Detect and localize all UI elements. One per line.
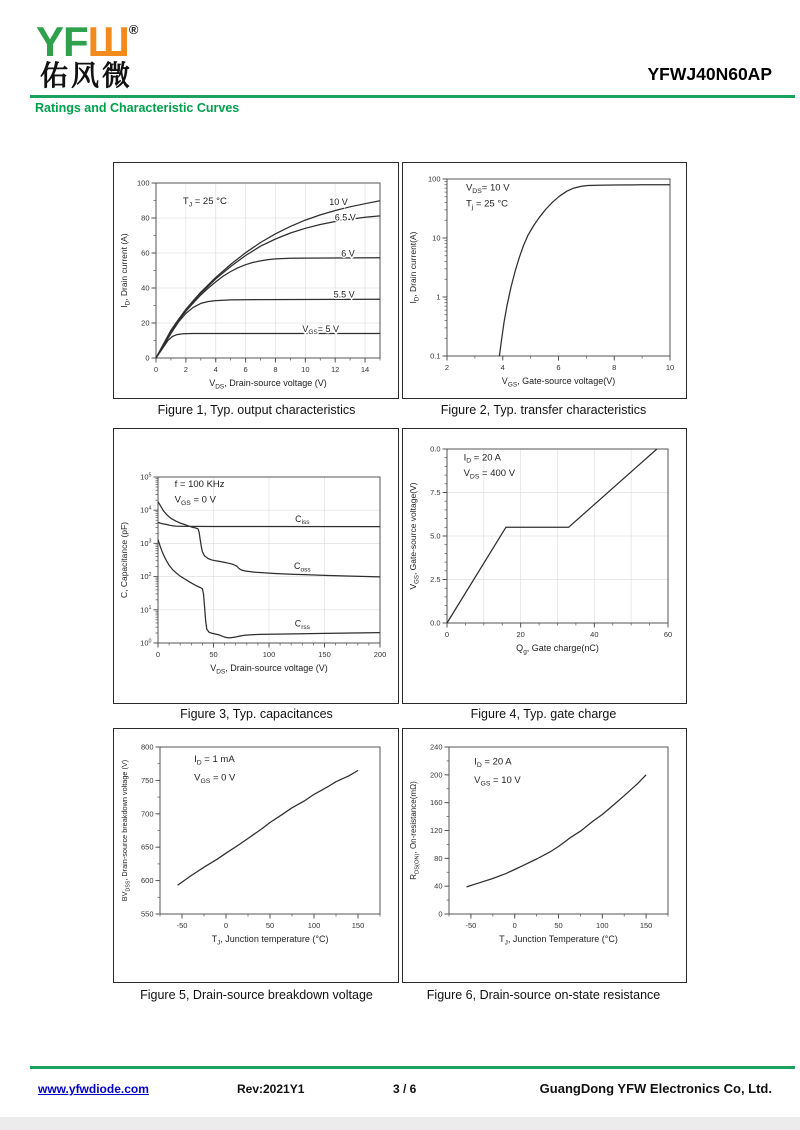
svg-text:0.0: 0.0 [430,444,441,454]
svg-text:800: 800 [140,742,154,752]
svg-text:8: 8 [612,363,617,372]
figure-5-chart [114,729,398,982]
svg-text:600: 600 [140,876,154,886]
svg-text:150: 150 [351,921,365,930]
svg-text:0: 0 [512,921,517,930]
svg-text:40: 40 [141,283,150,293]
svg-text:20: 20 [516,630,525,639]
company-name: GuangDong YFW Electronics Co, Ltd. [539,1081,772,1096]
figure-2-box [402,162,687,399]
svg-text:6.5 V: 6.5 V [334,212,356,223]
svg-text:BVDSS, Drain-source breakdown: $BV_{DSS}$, Drain-source breakdown voltage (V) [120,759,132,902]
svg-text:ID = 20 A: $I_D = 20$ A [474,756,512,769]
svg-text:Tj = 25 °C: $T_j = 25$ °C [465,198,509,211]
svg-text:1: 1 [436,292,441,302]
logo-w-glyph: Ш [87,18,129,65]
svg-text:TJ = 25 °C: $T_J = 25$ °C [182,196,227,209]
svg-text:104: $10^4$ [140,505,152,515]
svg-text:VGS= 5 V: $V_{GS}= 5$ V [302,323,339,337]
logo-yf-text: YF [36,18,88,65]
svg-text:0: 0 [145,353,150,363]
svg-text:14: 14 [360,365,370,374]
svg-text:750: 750 [140,775,154,785]
svg-text:12: 12 [331,365,340,374]
svg-text:Crss: $C_{rss}$ [294,618,310,631]
svg-text:60: 60 [663,630,673,639]
svg-text:100: 100 [262,650,276,659]
svg-text:VGS = 0 V: $V_{GS} = 0$ V [194,772,236,785]
svg-text:80: 80 [141,213,150,223]
figure-3-chart [114,429,398,703]
svg-text:ID = 20 A: $I_D = 20$ A [463,452,502,465]
svg-text:Coss: $C_{oss}$ [294,561,311,574]
svg-text:ID = 1 mA: $I_D = 1$ mA [194,754,235,767]
figure-5-box [113,728,399,983]
svg-text:-50: -50 [465,921,477,930]
svg-text:6 V: 6 V [341,248,355,259]
svg-text:f = 100 KHz: f = 100 KHz [174,478,225,490]
revision-label: Rev:2021Y1 [237,1082,305,1096]
svg-text:10 V: 10 V [329,196,348,207]
svg-text:VDS = 400 V: $V_{DS} = 400$ V [463,467,516,481]
header-rule [30,95,795,98]
figure-1-caption: Figure 1, Typ. output characteristics [157,403,356,417]
svg-text:0: 0 [153,365,159,374]
svg-text:0: 0 [438,909,443,919]
svg-text:100: 100 [307,921,321,930]
svg-text:VGS = 0 V: $V_{GS} = 0$ V [174,494,216,508]
svg-text:6: 6 [556,363,561,372]
svg-text:2.5: 2.5 [430,575,441,584]
figure-6-caption: Figure 6, Drain-source on-state resistance [426,988,661,1002]
svg-text:0.1: 0.1 [430,351,441,361]
svg-text:10: 10 [665,363,675,372]
svg-text:RDS(ON), On-resistance(mΩ): $R_{DS(ON)}$, On-resistance(mΩ) [409,781,421,880]
svg-text:-50: -50 [176,921,188,930]
page-edge [0,1117,800,1130]
svg-text:VGS, Gate-source voltage(V): $V_{GS}$, Gate-source voltage(V) [501,376,616,389]
svg-text:200: 200 [373,650,387,659]
svg-text:10: 10 [301,365,310,374]
svg-text:ID, Drain current (A): $I_D$, Drain current (A) [119,233,132,308]
svg-text:5.0: 5.0 [430,531,441,541]
svg-text:700: 700 [140,809,154,819]
footer-rule [30,1066,795,1069]
svg-text:60: 60 [141,248,150,258]
svg-text:0: 0 [223,921,229,930]
svg-text:VGS, Gate-source voltage(V): $V_{GS}$, Gate-source voltage(V) [408,482,421,590]
page-number: 3 / 6 [393,1082,417,1096]
svg-text:100: 100 [596,921,609,930]
svg-text:160: 160 [429,798,443,808]
figure-2-caption: Figure 2, Typ. transfer characteristics [440,403,647,417]
svg-text:Qg, Gate charge(nC): $Q_g$, Gate charge(nC) [516,643,599,656]
svg-text:120: 120 [429,826,443,835]
svg-text:VDS= 10 V: $V_{DS}= 10$ V [465,182,510,195]
svg-text:150: 150 [318,650,331,659]
figure-6-chart [403,729,686,982]
svg-text:4: 4 [500,363,505,372]
svg-text:TJ, Junction temperature (°C): $T_J$, Junction temperature (°C) [211,934,329,947]
svg-text:50: 50 [554,921,563,930]
svg-text:40: 40 [590,630,599,639]
svg-text:VDS, Drain-source voltage (V): $V_{DS}$, Drain-source voltage (V) [209,378,327,391]
figure-1-box [113,162,399,399]
svg-text:100: 100 [427,174,441,184]
svg-text:4: 4 [213,365,218,374]
svg-text:5.5 V: 5.5 V [333,289,355,300]
svg-text:0.0: 0.0 [430,618,441,628]
svg-text:240: 240 [429,742,443,752]
svg-text:103: $10^3$ [140,538,152,548]
svg-text:50: 50 [209,650,218,659]
svg-text:102: $10^2$ [140,571,152,582]
registered-trademark-icon: ® [128,22,139,37]
figure-5-caption: Figure 5, Drain-source breakdown voltage [140,988,373,1002]
figure-4-chart [403,429,686,703]
svg-text:20: 20 [141,318,150,328]
svg-text:ID, Drain current(A): $I_D$, Drain current(A) [408,231,421,304]
svg-text:105: $10^5$ [140,472,152,482]
svg-text:100: $10^0$ [140,638,152,648]
figure-1-chart [114,163,398,398]
svg-text:200: 200 [429,770,443,780]
svg-text:VGS = 10 V: $V_{GS} = 10$ V [474,774,521,788]
logo-chinese-name: 佑风微 [40,60,134,91]
figure-3-box [113,428,399,704]
svg-text:8: 8 [273,365,278,374]
svg-text:7.5: 7.5 [430,488,441,497]
svg-text:Ciss: $C_{iss}$ [295,513,310,527]
website-link[interactable]: www.yfwdiode.com [38,1082,149,1096]
svg-text:550: 550 [140,909,154,919]
svg-text:650: 650 [140,842,154,852]
figure-4-box [402,428,687,704]
svg-text:2: 2 [183,365,188,374]
svg-text:6: 6 [243,365,248,374]
svg-text:80: 80 [434,853,443,863]
svg-text:101: $10^1$ [140,605,152,615]
svg-text:0: 0 [444,630,450,639]
svg-text:C, Capacitance (pF): C, Capacitance (pF) [119,521,129,599]
section-title: Ratings and Characteristic Curves [35,101,240,115]
svg-text:40: 40 [434,881,443,891]
figure-3-caption: Figure 3, Typ. capacitances [180,707,333,721]
svg-text:100: 100 [136,178,150,188]
figure-6-box [402,728,687,983]
figure-4-caption: Figure 4, Typ. gate charge [470,707,617,721]
svg-text:2: 2 [444,363,450,372]
svg-text:VDS, Drain-source voltage (V): $V_{DS}$, Drain-source voltage (V) [210,663,328,676]
svg-text:0: 0 [155,650,161,659]
figure-2-chart [403,163,686,398]
svg-text:150: 150 [639,921,653,930]
svg-text:TJ, Junction Temperature (°C): $T_J$, Junction Temperature (°C) [499,934,618,947]
part-number: YFWJ40N60AP [647,64,772,84]
svg-text:10: 10 [432,233,441,243]
svg-text:50: 50 [265,921,275,930]
